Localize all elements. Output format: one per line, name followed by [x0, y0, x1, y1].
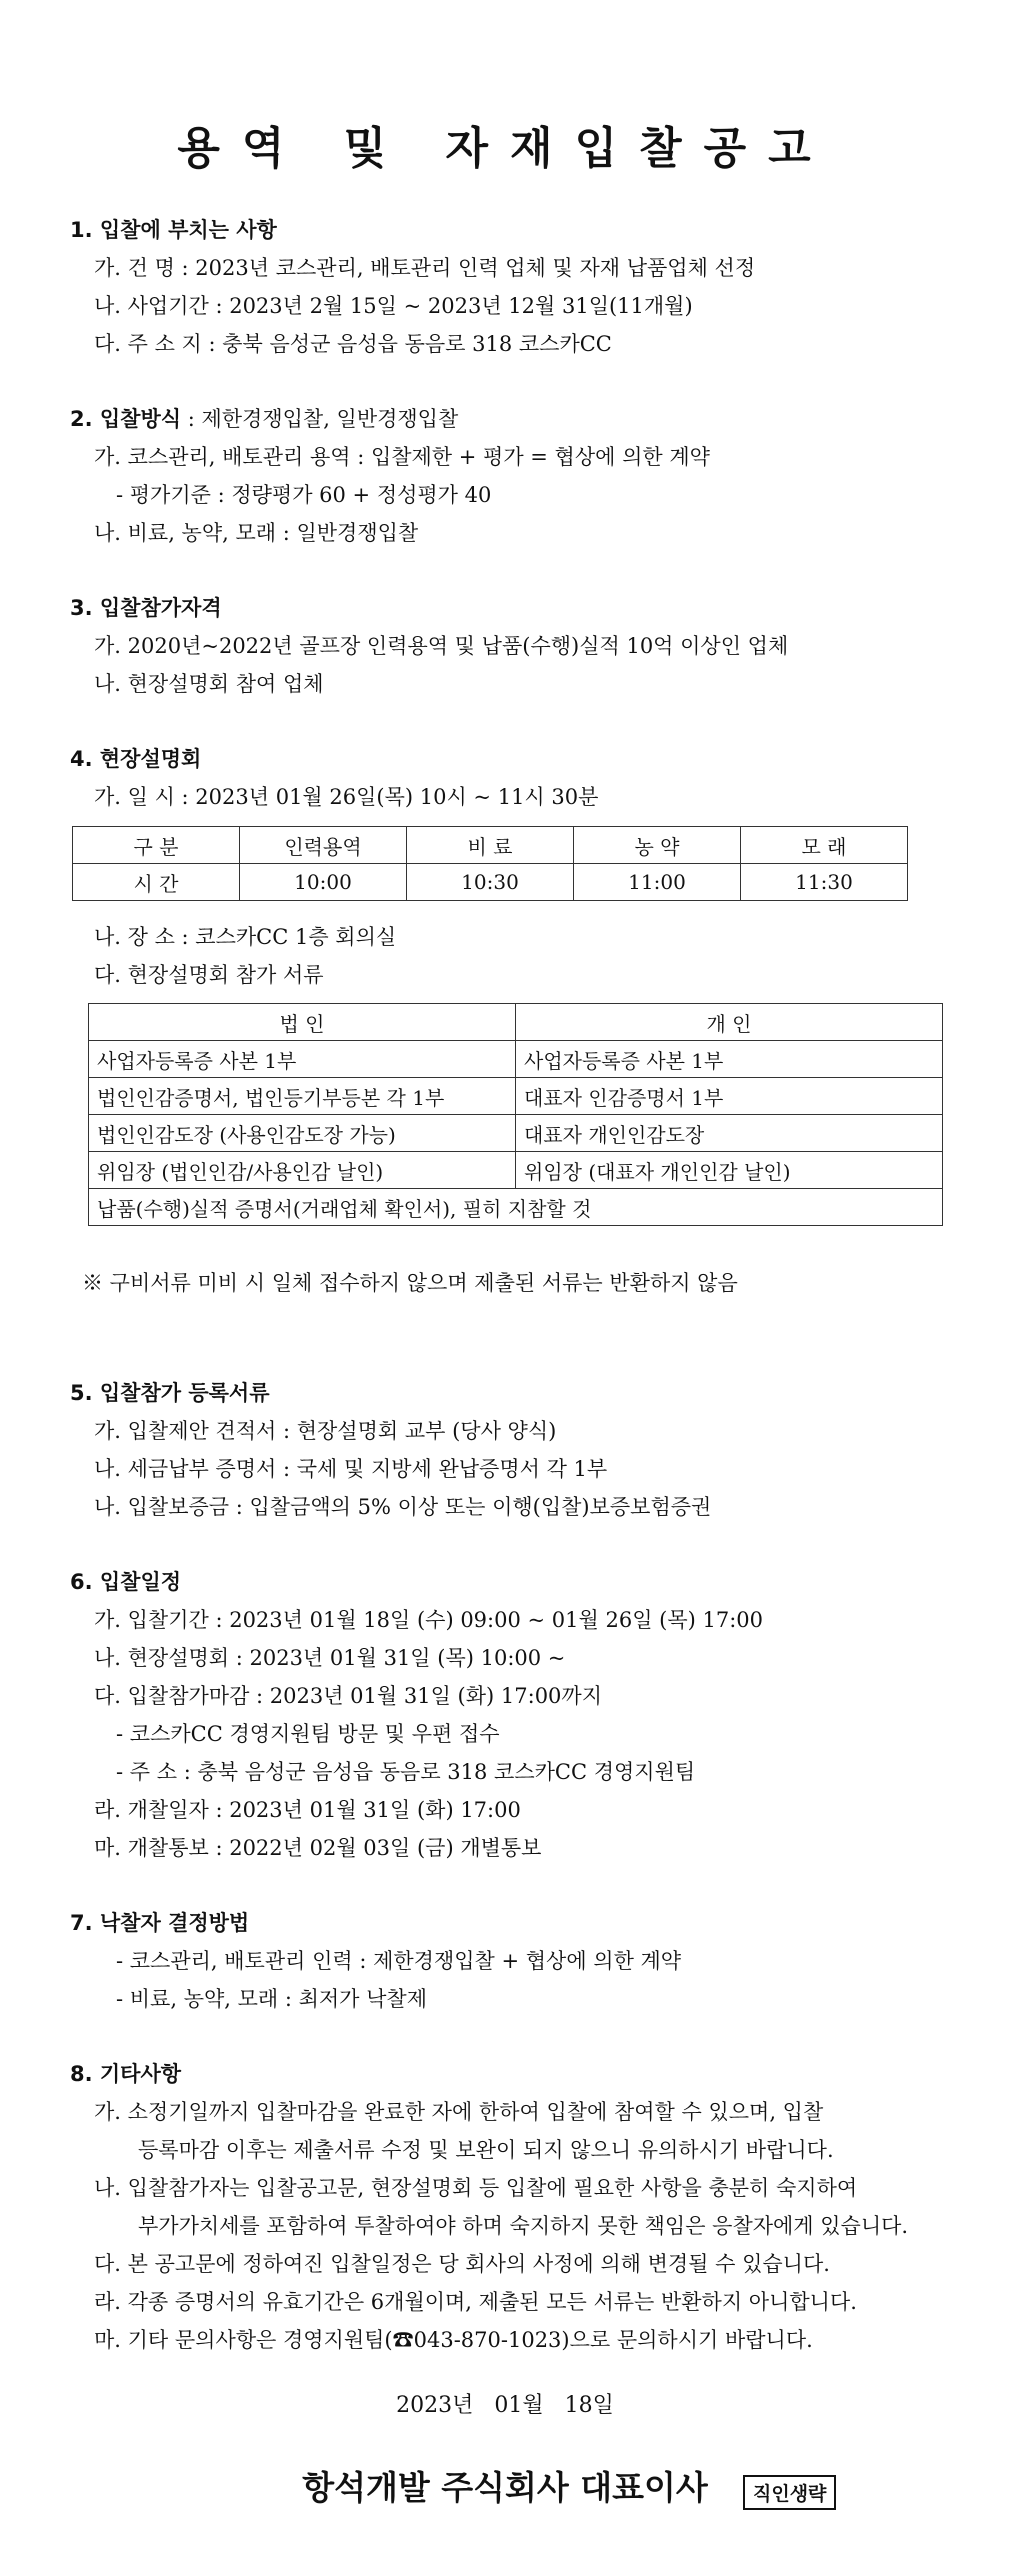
schedule-header-cell: 비 료: [407, 827, 574, 864]
s5-item-deposit: 나. 입찰보증금 : 입찰금액의 5% 이상 또는 이행(입찰)보증보험증권: [94, 1495, 712, 1519]
section-4-heading: 4. 현장설명회: [70, 747, 202, 771]
section-2-title: 2. 입찰방식: [70, 407, 182, 431]
s2-item-criteria: - 평가기준 : 정량평가 60 + 정성평가 40: [116, 483, 492, 507]
documents-header-cell: 개 인: [516, 1004, 943, 1041]
documents-row: [89, 1041, 943, 1078]
documents-note: ※ 구비서류 미비 시 일체 접수하지 않으며 제출된 서류는 반환하지 않음: [82, 1271, 738, 1295]
section-6-heading: 6. 입찰일정: [70, 1570, 182, 1594]
s8-item-b-line1: 나. 입찰참가자는 입찰공고문, 현장설명회 등 입찰에 필요한 사항을 충분히 숙지하여: [94, 2176, 858, 2200]
s3-item-attend: 나. 현장설명회 참여 업체: [94, 672, 324, 696]
schedule-header-cell: 모 래: [741, 827, 908, 864]
schedule-cell: 11:00: [574, 864, 741, 901]
schedule-cell: 11:30: [741, 864, 908, 901]
s4-item-location: 나. 장 소 : 코스카CC 1층 회의실: [94, 925, 397, 949]
schedule-header-row: [73, 827, 908, 864]
documents-footer-cell: 납품(수행)실적 증명서(거래업체 확인서), 필히 지참할 것: [89, 1189, 943, 1226]
s1-item-title: 가. 건 명 : 2023년 코스관리, 배토관리 인력 업체 및 자재 납품업체 선정: [94, 256, 756, 280]
s3-item-record: 가. 2020년~2022년 골프장 인력용역 및 납품(수행)실적 10억 이상인 업체: [94, 634, 789, 658]
s6-item-opening: 라. 개찰일자 : 2023년 01월 31일 (화) 17:00: [94, 1798, 521, 1822]
section-5-heading: 5. 입찰참가 등록서류: [70, 1381, 270, 1405]
documents-header-row: [89, 1004, 943, 1041]
schedule-header-cell: 구 분: [73, 827, 240, 864]
schedule-cell: 10:30: [407, 864, 574, 901]
notice-date: 2023년 01월 18일: [396, 2393, 614, 2418]
s5-item-quote: 가. 입찰제안 견적서 : 현장설명회 교부 (당사 양식): [94, 1419, 557, 1443]
schedule-time-row: [73, 864, 908, 901]
section-2-summary: : 제한경쟁입찰, 일반경쟁입찰: [181, 407, 459, 431]
s7-item-labor: - 코스관리, 배토관리 인력 : 제한경쟁입찰 + 협상에 의한 계약: [116, 1949, 682, 1973]
s8-item-d: 라. 각종 증명서의 유효기간은 6개월이며, 제출된 모든 서류는 반환하지 아니합니다.: [94, 2290, 857, 2314]
documents-cell: 위임장 (법인인감/사용인감 날인): [89, 1152, 516, 1189]
s6-item-address: - 주 소 : 충북 음성군 음성읍 동음로 318 코스카CC 경영지원팀: [116, 1760, 696, 1784]
s1-item-address: 다. 주 소 지 : 충북 음성군 음성읍 동음로 318 코스카CC: [94, 332, 612, 356]
s7-item-materials: - 비료, 농약, 모래 : 최저가 낙찰제: [116, 1987, 428, 2011]
section-7-heading: 7. 낙찰자 결정방법: [70, 1911, 250, 1935]
documents-row: [89, 1115, 943, 1152]
section-8-heading: 8. 기타사항: [70, 2062, 182, 2086]
schedule-table: [72, 826, 908, 901]
s6-item-briefing: 나. 현장설명회 : 2023년 01월 31일 (목) 10:00 ~: [94, 1646, 566, 1670]
section-3-heading: 3. 입찰참가자격: [70, 596, 222, 620]
page-title: 용역 및 자재입찰공고: [177, 123, 833, 174]
s6-item-deadline: 다. 입찰참가마감 : 2023년 01월 31일 (화) 17:00까지: [94, 1684, 602, 1708]
seal-omitted-stamp: 직인생략: [743, 2475, 836, 2510]
s4-item-documents: 다. 현장설명회 참가 서류: [94, 963, 324, 987]
schedule-cell: 10:00: [240, 864, 407, 901]
documents-header-cell: 법 인: [89, 1004, 516, 1041]
s2-item-materials: 나. 비료, 농약, 모래 : 일반경쟁입찰: [94, 521, 419, 545]
s4-item-datetime: 가. 일 시 : 2023년 01월 26일(목) 10시 ~ 11시 30분: [94, 785, 599, 809]
section-2-heading: [70, 405, 458, 433]
documents-cell: 사업자등록증 사본 1부: [516, 1041, 943, 1078]
signature-line: 항석개발 주식회사 대표이사: [302, 2468, 708, 2507]
schedule-cell: 시 간: [73, 864, 240, 901]
documents-cell: 법인인감증명서, 법인등기부등본 각 1부: [89, 1078, 516, 1115]
schedule-header-cell: 인력용역: [240, 827, 407, 864]
s8-item-a-line1: 가. 소정기일까지 입찰마감을 완료한 자에 한하여 입찰에 참여할 수 있으며, 입찰: [94, 2100, 824, 2124]
s8-item-a-line2: 등록마감 이후는 제출서류 수정 및 보완이 되지 않으니 유의하시기 바랍니다.: [138, 2138, 834, 2162]
documents-cell: 법인인감도장 (사용인감도장 가능): [89, 1115, 516, 1152]
documents-cell: 사업자등록증 사본 1부: [89, 1041, 516, 1078]
s2-item-course: 가. 코스관리, 배토관리 용역 : 입찰제한 + 평가 = 협상에 의한 계약: [94, 445, 710, 469]
s6-item-submission: - 코스카CC 경영지원팀 방문 및 우편 접수: [116, 1722, 500, 1746]
s6-item-notice: 마. 개찰통보 : 2022년 02월 03일 (금) 개별통보: [94, 1836, 542, 1860]
documents-cell: 대표자 인감증명서 1부: [516, 1078, 943, 1115]
schedule-header-cell: 농 약: [574, 827, 741, 864]
documents-row: [89, 1152, 943, 1189]
s5-item-tax: 나. 세금납부 증명서 : 국세 및 지방세 완납증명서 각 1부: [94, 1457, 608, 1481]
documents-cell: 위임장 (대표자 개인인감 날인): [516, 1152, 943, 1189]
s8-item-b-line2: 부가가치세를 포함하여 투찰하여야 하며 숙지하지 못한 책임은 응찰자에게 있습니다.: [138, 2214, 909, 2238]
documents-cell: 대표자 개인인감도장: [516, 1115, 943, 1152]
s8-item-c: 다. 본 공고문에 정하여진 입찰일정은 당 회사의 사정에 의해 변경될 수 있습니다.: [94, 2252, 830, 2276]
section-1-heading: 1. 입찰에 부치는 사항: [70, 218, 277, 242]
documents-table: [88, 1003, 943, 1226]
documents-row: [89, 1078, 943, 1115]
s1-item-period: 나. 사업기간 : 2023년 2월 15일 ~ 2023년 12월 31일(11개월): [94, 294, 693, 318]
s6-item-period: 가. 입찰기간 : 2023년 01월 18일 (수) 09:00 ~ 01월 26일 (목) 17:00: [94, 1608, 764, 1632]
documents-footer-row: [89, 1189, 943, 1226]
s8-item-e: 마. 기타 문의사항은 경영지원팀(☎043-870-1023)으로 문의하시기 바랍니다.: [94, 2328, 813, 2352]
